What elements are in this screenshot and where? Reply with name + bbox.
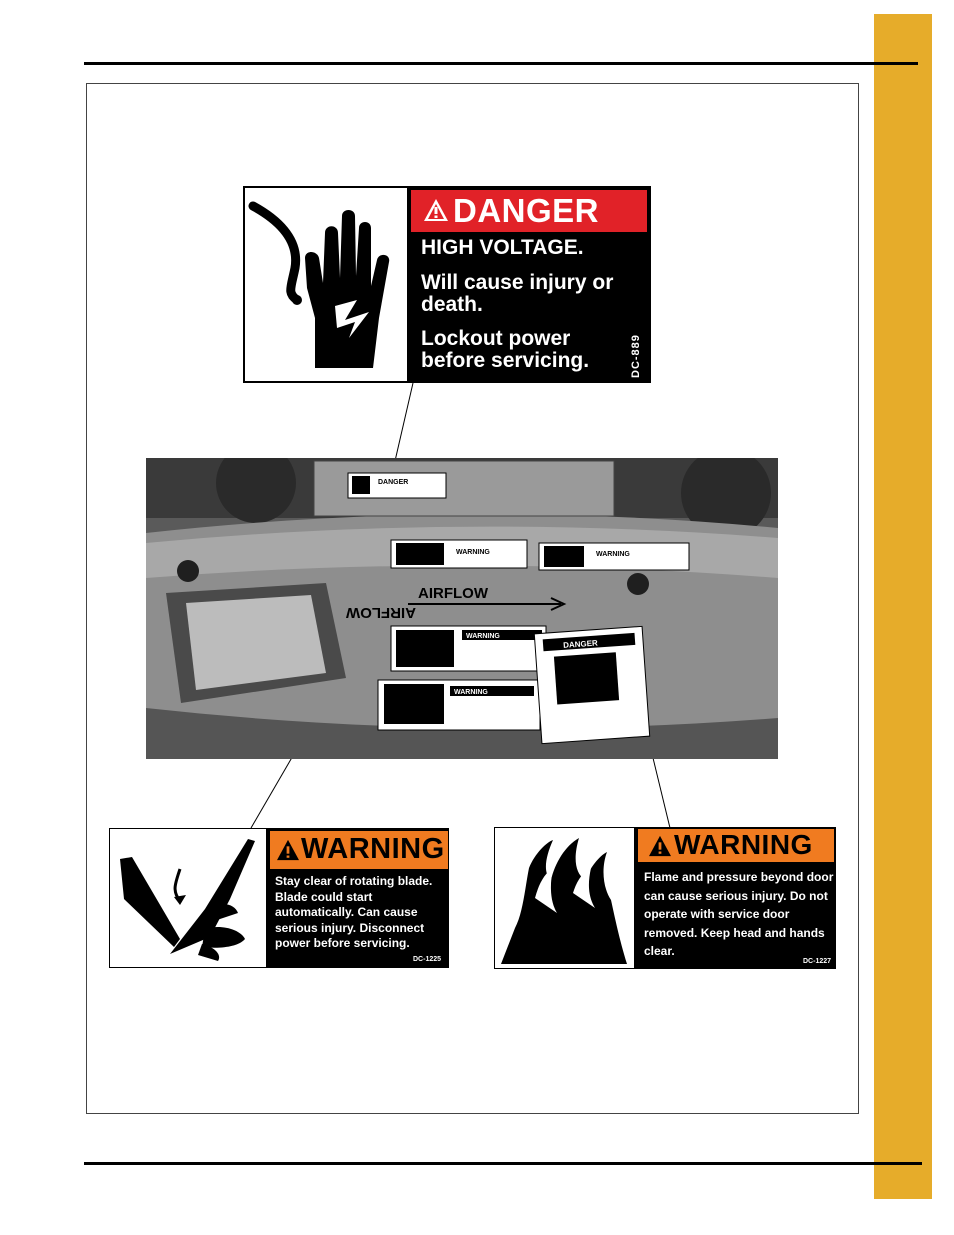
- warning-flame-decal: [494, 827, 836, 969]
- warning-blade-header: [270, 831, 448, 869]
- photo-small-danger: DANGER: [562, 638, 599, 650]
- warning-flame-header: [638, 829, 834, 862]
- danger-header: [411, 190, 647, 232]
- warning-blade-title: WARNING: [301, 833, 445, 865]
- danger-text: [421, 236, 631, 372]
- warning-blade-code: DC-1225: [413, 956, 442, 963]
- photo-small-warning-1: WARNING: [456, 549, 490, 556]
- warning-flame-message: Flame and pressure beyond door can cause serious injury. Do not operate with service door removed. Keep head and hands clear.: [644, 870, 834, 958]
- warning-blade-message: Stay clear of rotating blade. Blade could start automatically. Can cause serious injury. Disconnect power before servicing.: [275, 874, 433, 950]
- photo-small-warning-2: WARNING: [596, 551, 630, 558]
- warning-flame-code: DC-1227: [803, 958, 832, 965]
- heater-photo: [146, 458, 778, 759]
- danger-decal: [243, 186, 651, 383]
- danger-line-2: Will cause injury or death.: [421, 271, 614, 316]
- photo-airflow-mirror: AIRFLOW: [346, 604, 416, 621]
- warning-triangle-icon: [648, 835, 672, 857]
- flame-icon: [495, 828, 634, 968]
- warning-triangle-icon: [276, 839, 300, 861]
- photo-small-warning-3: WARNING: [466, 633, 500, 640]
- hand-shock-icon: [245, 188, 407, 381]
- danger-line-3: Lockout power before servicing.: [421, 327, 590, 372]
- warning-blade-decal: [109, 828, 449, 968]
- danger-line-1: HIGH VOLTAGE.: [421, 236, 584, 259]
- svg-text:DANGER: DANGER: [378, 479, 409, 486]
- warning-flame-title: WARNING: [674, 829, 813, 860]
- danger-title: DANGER: [453, 192, 600, 229]
- danger-code: DC-889: [630, 334, 642, 378]
- rotating-blade-hand-icon: [110, 829, 266, 967]
- photo-small-warning-4: WARNING: [454, 689, 488, 696]
- photo-airflow: AIRFLOW: [418, 585, 488, 602]
- warning-triangle-icon: [423, 198, 449, 222]
